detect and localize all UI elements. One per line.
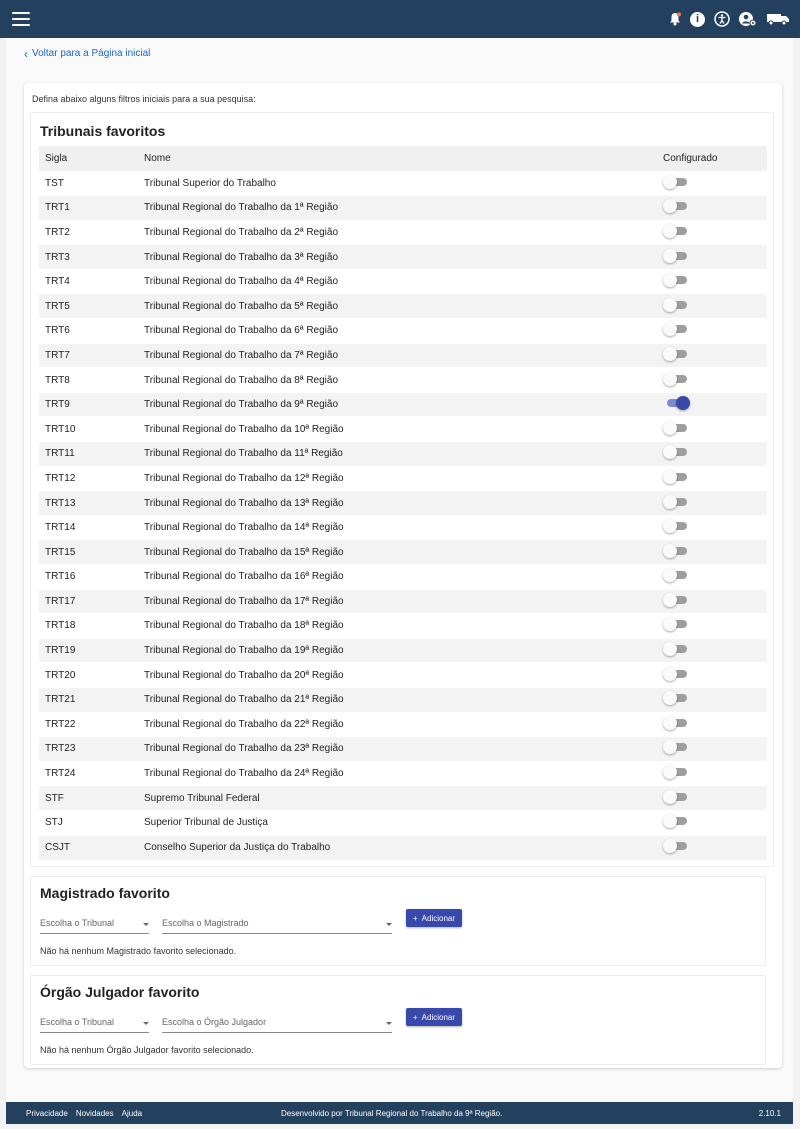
table-row xyxy=(39,737,767,762)
cell-configurado xyxy=(657,392,767,417)
cell-sigla: TRT1 xyxy=(39,196,138,221)
info-icon[interactable]: i xyxy=(690,12,705,27)
cell-nome: Tribunal Regional do Trabalho da 22ª Região xyxy=(138,712,657,737)
cell-sigla: TRT19 xyxy=(39,638,138,663)
configurado-toggle[interactable] xyxy=(663,568,689,582)
cell-nome: Tribunal Superior do Trabalho xyxy=(138,171,657,196)
cell-sigla: TRT22 xyxy=(39,712,138,737)
configurado-toggle[interactable] xyxy=(663,199,689,213)
cell-nome: Tribunal Regional do Trabalho da 11ª Região xyxy=(138,442,657,467)
cell-sigla: TRT21 xyxy=(39,687,138,712)
cell-configurado xyxy=(657,269,767,294)
cell-nome: Superior Tribunal de Justiça xyxy=(138,810,657,835)
orgao-section xyxy=(30,975,766,1065)
toggle-knob xyxy=(663,470,677,484)
toggle-knob xyxy=(663,667,677,681)
cell-nome: Tribunal Regional do Trabalho da 15ª Região xyxy=(138,540,657,565)
cell-configurado xyxy=(657,786,767,811)
footer-links xyxy=(26,1109,281,1118)
configurado-toggle[interactable] xyxy=(663,544,689,558)
table-row xyxy=(39,540,767,565)
configurado-toggle[interactable] xyxy=(663,175,689,189)
add-orgao-label: Adicionar xyxy=(421,1012,456,1022)
cell-configurado xyxy=(657,614,767,639)
table-row xyxy=(39,294,767,319)
back-link-label: Voltar para a Página inicial xyxy=(32,48,151,59)
configurado-toggle[interactable] xyxy=(663,495,689,509)
toggle-knob xyxy=(663,716,677,730)
magistrado-title: Magistrado favorito xyxy=(40,885,170,901)
tribunais-table xyxy=(39,146,767,860)
footer-link-novidades[interactable]: Novidades xyxy=(75,1108,114,1118)
toggle-knob xyxy=(663,322,677,336)
cell-configurado xyxy=(657,687,767,712)
top-icons xyxy=(669,11,790,27)
cell-nome: Tribunal Regional do Trabalho da 1ª Região xyxy=(138,196,657,221)
cell-sigla: TRT18 xyxy=(39,614,138,639)
dropdown-arrow-icon xyxy=(386,1022,392,1025)
column-header-nome: Nome xyxy=(138,146,657,171)
table-row xyxy=(39,761,767,786)
toggle-knob xyxy=(663,347,677,361)
toggle-knob xyxy=(663,814,677,828)
orgao-tribunal-placeholder: Escolha o Tribunal xyxy=(40,1017,115,1027)
table-row xyxy=(39,171,767,196)
configurado-toggle[interactable] xyxy=(663,667,689,681)
cell-configurado xyxy=(657,196,767,221)
toggle-knob xyxy=(663,445,677,459)
configurado-toggle[interactable] xyxy=(663,519,689,533)
menu-icon[interactable] xyxy=(12,12,30,26)
cell-sigla: TST xyxy=(39,171,138,196)
tribunais-section xyxy=(30,112,774,867)
cell-nome: Tribunal Regional do Trabalho da 8ª Região xyxy=(138,368,657,393)
cell-nome: Tribunal Regional do Trabalho da 2ª Região xyxy=(138,220,657,245)
cell-sigla: TRT6 xyxy=(39,319,138,344)
toggle-knob xyxy=(663,175,677,189)
magistrado-select[interactable] xyxy=(162,918,392,934)
plus-icon: + xyxy=(412,1012,418,1022)
cell-nome: Tribunal Regional do Trabalho da 7ª Região xyxy=(138,343,657,368)
add-magistrado-label: Adicionar xyxy=(421,913,456,923)
magistrado-section xyxy=(30,876,766,966)
cell-nome: Conselho Superior da Justiça do Trabalho xyxy=(138,835,657,860)
cell-sigla: TRT15 xyxy=(39,540,138,565)
cell-sigla: TRT10 xyxy=(39,417,138,442)
column-header-configurado: Configurado xyxy=(657,146,767,171)
table-row xyxy=(39,810,767,835)
table-row xyxy=(39,614,767,639)
table-row xyxy=(39,417,767,442)
toggle-knob xyxy=(663,249,677,263)
configurado-toggle[interactable] xyxy=(663,249,689,263)
intro-text: Defina abaixo alguns filtros iniciais para a sua pesquisa: xyxy=(32,94,256,104)
cell-sigla: TRT5 xyxy=(39,294,138,319)
configurado-toggle[interactable] xyxy=(663,716,689,730)
cell-sigla: TRT13 xyxy=(39,491,138,516)
cell-nome: Tribunal Regional do Trabalho da 21ª Região xyxy=(138,687,657,712)
cell-sigla: TRT16 xyxy=(39,565,138,590)
cell-configurado xyxy=(657,515,767,540)
toggle-knob xyxy=(663,495,677,509)
dropdown-arrow-icon xyxy=(386,923,392,926)
back-to-home-link[interactable] xyxy=(24,48,150,59)
orgao-empty-message: Não há nenhum Órgão Julgador favorito selecionado. xyxy=(40,1045,254,1055)
footer-link-ajuda[interactable]: Ajuda xyxy=(121,1108,143,1118)
toggle-knob xyxy=(663,765,677,779)
chevron-left-icon: ‹ xyxy=(24,46,28,61)
add-orgao-button[interactable] xyxy=(406,1008,462,1026)
cell-sigla: TRT12 xyxy=(39,466,138,491)
cell-configurado xyxy=(657,638,767,663)
cell-sigla: TRT7 xyxy=(39,343,138,368)
configurado-toggle[interactable] xyxy=(663,372,689,386)
cell-configurado xyxy=(657,343,767,368)
toggle-knob xyxy=(663,224,677,238)
cell-configurado xyxy=(657,417,767,442)
cell-configurado xyxy=(657,663,767,688)
orgao-tribunal-select[interactable] xyxy=(40,1017,149,1033)
orgao-title: Órgão Julgador favorito xyxy=(40,984,200,1000)
user-settings-icon[interactable] xyxy=(739,11,757,27)
table-row xyxy=(39,786,767,811)
configurado-toggle[interactable] xyxy=(663,421,689,435)
toggle-knob xyxy=(663,519,677,533)
configurado-toggle[interactable] xyxy=(663,790,689,804)
cell-sigla: TRT3 xyxy=(39,245,138,270)
table-row xyxy=(39,712,767,737)
cell-sigla: TRT14 xyxy=(39,515,138,540)
table-row xyxy=(39,319,767,344)
configurado-toggle[interactable] xyxy=(663,445,689,459)
cell-configurado xyxy=(657,761,767,786)
cell-sigla: TRT9 xyxy=(39,392,138,417)
dropdown-arrow-icon xyxy=(143,1022,149,1025)
configurado-toggle[interactable] xyxy=(663,839,689,853)
toggle-knob xyxy=(676,396,690,410)
orgao-select[interactable] xyxy=(162,1017,392,1033)
configurado-toggle[interactable] xyxy=(663,347,689,361)
table-row xyxy=(39,220,767,245)
configurado-toggle[interactable] xyxy=(663,642,689,656)
cell-sigla: TRT24 xyxy=(39,761,138,786)
cell-nome: Tribunal Regional do Trabalho da 3ª Região xyxy=(138,245,657,270)
configurado-toggle[interactable] xyxy=(663,691,689,705)
table-row xyxy=(39,269,767,294)
toggle-knob xyxy=(663,199,677,213)
top-bar xyxy=(0,0,800,38)
configurado-toggle[interactable] xyxy=(663,396,689,410)
truck-icon[interactable] xyxy=(766,12,790,26)
configurado-toggle[interactable] xyxy=(663,814,689,828)
orgao-placeholder: Escolha o Órgão Julgador xyxy=(162,1017,267,1027)
toggle-knob xyxy=(663,273,677,287)
cell-configurado xyxy=(657,220,767,245)
toggle-knob xyxy=(663,298,677,312)
toggle-knob xyxy=(663,593,677,607)
configurado-toggle[interactable] xyxy=(663,224,689,238)
footer-developed-by: Desenvolvido por Tribunal Regional do Trabalho da 9ª Região. xyxy=(281,1108,503,1118)
cell-nome: Tribunal Regional do Trabalho da 14ª Região xyxy=(138,515,657,540)
table-row xyxy=(39,491,767,516)
filters-card xyxy=(24,83,782,1068)
cell-configurado xyxy=(657,319,767,344)
cell-nome: Tribunal Regional do Trabalho da 13ª Região xyxy=(138,491,657,516)
main-content xyxy=(6,38,793,1102)
cell-sigla: STJ xyxy=(39,810,138,835)
toggle-knob xyxy=(663,691,677,705)
toggle-knob xyxy=(663,642,677,656)
configurado-toggle[interactable] xyxy=(663,593,689,607)
configurado-toggle[interactable] xyxy=(663,298,689,312)
cell-configurado xyxy=(657,466,767,491)
magistrado-placeholder: Escolha o Magistrado xyxy=(162,918,249,928)
table-row xyxy=(39,638,767,663)
table-row xyxy=(39,835,767,860)
cell-configurado xyxy=(657,294,767,319)
notification-bell-icon[interactable] xyxy=(669,12,681,26)
table-row xyxy=(39,663,767,688)
tribunais-table-body xyxy=(39,171,767,860)
toggle-knob xyxy=(663,568,677,582)
magistrado-tribunal-select[interactable] xyxy=(40,918,149,934)
cell-nome: Tribunal Regional do Trabalho da 12ª Região xyxy=(138,466,657,491)
cell-configurado xyxy=(657,589,767,614)
configurado-toggle[interactable] xyxy=(663,617,689,631)
table-row xyxy=(39,515,767,540)
cell-sigla: TRT17 xyxy=(39,589,138,614)
toggle-knob xyxy=(663,421,677,435)
cell-nome: Tribunal Regional do Trabalho da 10ª Região xyxy=(138,417,657,442)
cell-nome: Tribunal Regional do Trabalho da 20ª Região xyxy=(138,663,657,688)
cell-configurado xyxy=(657,810,767,835)
footer-link-privacidade[interactable]: Privacidade xyxy=(26,1108,68,1118)
toggle-knob xyxy=(663,544,677,558)
cell-sigla: TRT4 xyxy=(39,269,138,294)
table-row xyxy=(39,687,767,712)
cell-sigla: TRT23 xyxy=(39,737,138,762)
toggle-knob xyxy=(663,372,677,386)
cell-nome: Tribunal Regional do Trabalho da 5ª Região xyxy=(138,294,657,319)
cell-sigla: TRT2 xyxy=(39,220,138,245)
toggle-knob xyxy=(663,740,677,754)
cell-configurado xyxy=(657,540,767,565)
tribunais-title: Tribunais favoritos xyxy=(40,123,166,139)
cell-nome: Tribunal Regional do Trabalho da 16ª Região xyxy=(138,565,657,590)
cell-configurado xyxy=(657,737,767,762)
cell-configurado xyxy=(657,835,767,860)
cell-sigla: CSJT xyxy=(39,835,138,860)
cell-sigla: STF xyxy=(39,786,138,811)
cell-nome: Tribunal Regional do Trabalho da 9ª Região xyxy=(138,392,657,417)
cell-configurado xyxy=(657,171,767,196)
magistrado-empty-message: Não há nenhum Magistrado favorito selecionado. xyxy=(40,946,237,956)
table-row xyxy=(39,466,767,491)
cell-nome: Supremo Tribunal Federal xyxy=(138,786,657,811)
cell-nome: Tribunal Regional do Trabalho da 17ª Região xyxy=(138,589,657,614)
table-row xyxy=(39,442,767,467)
magistrado-tribunal-placeholder: Escolha o Tribunal xyxy=(40,918,115,928)
dropdown-arrow-icon xyxy=(143,923,149,926)
cell-nome: Tribunal Regional do Trabalho da 6ª Região xyxy=(138,319,657,344)
cell-sigla: TRT20 xyxy=(39,663,138,688)
cell-nome: Tribunal Regional do Trabalho da 19ª Região xyxy=(138,638,657,663)
cell-nome: Tribunal Regional do Trabalho da 23ª Região xyxy=(138,737,657,762)
table-row xyxy=(39,196,767,221)
plus-icon: + xyxy=(412,913,418,923)
table-row xyxy=(39,343,767,368)
cell-nome: Tribunal Regional do Trabalho da 18ª Região xyxy=(138,614,657,639)
configurado-toggle[interactable] xyxy=(663,765,689,779)
table-row xyxy=(39,245,767,270)
cell-configurado xyxy=(657,712,767,737)
footer xyxy=(6,1102,793,1124)
configurado-toggle[interactable] xyxy=(663,740,689,754)
cell-configurado xyxy=(657,245,767,270)
configurado-toggle[interactable] xyxy=(663,273,689,287)
table-row xyxy=(39,368,767,393)
cell-configurado xyxy=(657,442,767,467)
cell-sigla: TRT11 xyxy=(39,442,138,467)
cell-nome: Tribunal Regional do Trabalho da 24ª Região xyxy=(138,761,657,786)
toggle-knob xyxy=(663,617,677,631)
table-row xyxy=(39,392,767,417)
cell-configurado xyxy=(657,565,767,590)
cell-configurado xyxy=(657,368,767,393)
toggle-knob xyxy=(663,839,677,853)
configurado-toggle[interactable] xyxy=(663,470,689,484)
toggle-knob xyxy=(663,790,677,804)
add-magistrado-button[interactable] xyxy=(406,909,462,927)
table-row xyxy=(39,589,767,614)
footer-version: 2.10.1 xyxy=(758,1108,781,1118)
cell-sigla: TRT8 xyxy=(39,368,138,393)
table-row xyxy=(39,565,767,590)
configurado-toggle[interactable] xyxy=(663,322,689,336)
table-header xyxy=(39,146,767,171)
column-header-sigla: Sigla xyxy=(39,146,138,171)
cell-nome: Tribunal Regional do Trabalho da 4ª Região xyxy=(138,269,657,294)
cell-configurado xyxy=(657,491,767,516)
accessibility-icon[interactable] xyxy=(714,11,730,27)
